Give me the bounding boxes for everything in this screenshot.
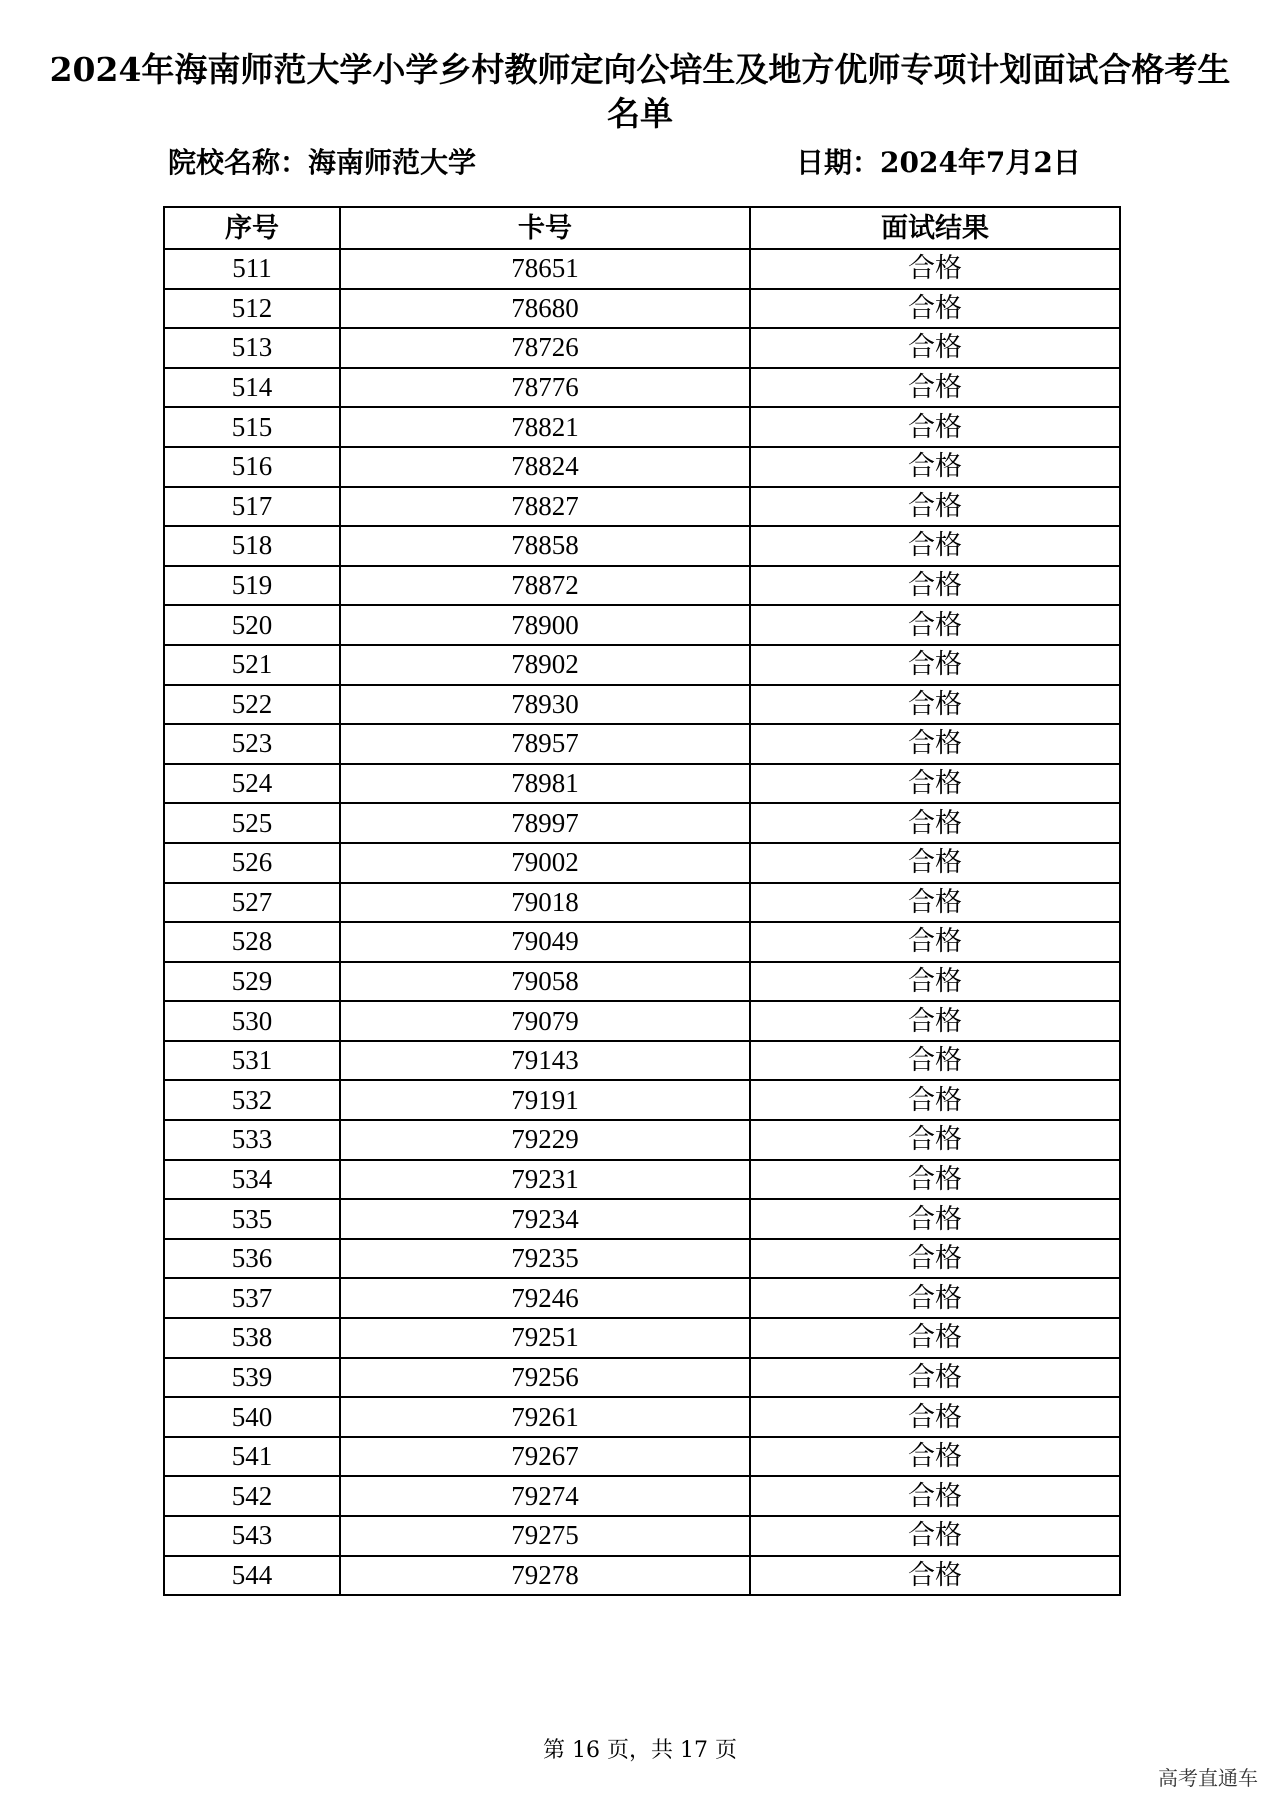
cell-serial: 524	[164, 764, 340, 804]
cell-serial: 531	[164, 1041, 340, 1081]
table-row	[164, 1160, 1120, 1200]
table-row	[164, 1041, 1120, 1081]
cell-result: 合格	[750, 1239, 1120, 1279]
watermark: 高考直通车	[1158, 1766, 1258, 1790]
table-row	[164, 368, 1120, 408]
cell-result: 合格	[750, 1437, 1120, 1477]
cell-result: 合格	[750, 1199, 1120, 1239]
table-row	[164, 249, 1120, 289]
cell-card-number: 79246	[340, 1278, 750, 1318]
cell-result: 合格	[750, 1160, 1120, 1200]
cell-serial: 537	[164, 1278, 340, 1318]
cell-card-number: 79143	[340, 1041, 750, 1081]
table-row	[164, 526, 1120, 566]
table-row	[164, 1239, 1120, 1279]
school-name: 院校名称：海南师范大学	[168, 146, 477, 179]
cell-serial: 542	[164, 1476, 340, 1516]
table-row	[164, 566, 1120, 606]
cell-serial: 512	[164, 289, 340, 329]
cell-card-number: 79275	[340, 1516, 750, 1556]
table-row	[164, 803, 1120, 843]
cell-result: 合格	[750, 289, 1120, 329]
cell-serial: 544	[164, 1556, 340, 1596]
cell-card-number: 79235	[340, 1239, 750, 1279]
cell-serial: 518	[164, 526, 340, 566]
cell-result: 合格	[750, 1001, 1120, 1041]
cell-card-number: 78824	[340, 447, 750, 487]
table-row	[164, 922, 1120, 962]
cell-card-number: 79231	[340, 1160, 750, 1200]
cell-serial: 541	[164, 1437, 340, 1477]
document-title: 2024年海南师范大学小学乡村教师定向公培生及地方优师专项计划面试合格考生名单	[49, 50, 1231, 133]
cell-result: 合格	[750, 1358, 1120, 1398]
cell-serial: 530	[164, 1001, 340, 1041]
cell-result: 合格	[750, 1556, 1120, 1596]
header-card-number: 卡号	[340, 207, 750, 249]
cell-result: 合格	[750, 1041, 1120, 1081]
table-row	[164, 1318, 1120, 1358]
cell-serial: 543	[164, 1516, 340, 1556]
cell-card-number: 79018	[340, 883, 750, 923]
table-row	[164, 1278, 1120, 1318]
cell-serial: 522	[164, 685, 340, 725]
cell-result: 合格	[750, 645, 1120, 685]
cell-serial: 540	[164, 1397, 340, 1437]
cell-serial: 523	[164, 724, 340, 764]
table-row	[164, 1001, 1120, 1041]
cell-result: 合格	[750, 1397, 1120, 1437]
cell-card-number: 79274	[340, 1476, 750, 1516]
table-row	[164, 962, 1120, 1002]
table-row	[164, 1516, 1120, 1556]
cell-result: 合格	[750, 526, 1120, 566]
cell-result: 合格	[750, 447, 1120, 487]
table-row	[164, 883, 1120, 923]
cell-card-number: 79256	[340, 1358, 750, 1398]
cell-serial: 529	[164, 962, 340, 1002]
cell-card-number: 78930	[340, 685, 750, 725]
cell-serial: 527	[164, 883, 340, 923]
cell-card-number: 78680	[340, 289, 750, 329]
cell-serial: 517	[164, 487, 340, 527]
cell-card-number: 78858	[340, 526, 750, 566]
table-row	[164, 1358, 1120, 1398]
cell-result: 合格	[750, 328, 1120, 368]
cell-serial: 513	[164, 328, 340, 368]
cell-serial: 528	[164, 922, 340, 962]
cell-result: 合格	[750, 487, 1120, 527]
cell-result: 合格	[750, 1516, 1120, 1556]
table-row	[164, 407, 1120, 447]
cell-card-number: 78900	[340, 605, 750, 645]
cell-card-number: 79058	[340, 962, 750, 1002]
cell-card-number: 79267	[340, 1437, 750, 1477]
table-row	[164, 447, 1120, 487]
cell-serial: 511	[164, 249, 340, 289]
cell-result: 合格	[750, 1278, 1120, 1318]
cell-result: 合格	[750, 764, 1120, 804]
cell-serial: 536	[164, 1239, 340, 1279]
cell-card-number: 79049	[340, 922, 750, 962]
cell-card-number: 78997	[340, 803, 750, 843]
document-date: 日期：2024年7月2日	[796, 146, 1081, 179]
table-row	[164, 685, 1120, 725]
cell-card-number: 78981	[340, 764, 750, 804]
table-row	[164, 328, 1120, 368]
cell-serial: 538	[164, 1318, 340, 1358]
results-table	[163, 206, 1121, 1596]
cell-result: 合格	[750, 803, 1120, 843]
cell-result: 合格	[750, 962, 1120, 1002]
table-row	[164, 1397, 1120, 1437]
cell-result: 合格	[750, 407, 1120, 447]
table-row	[164, 645, 1120, 685]
cell-result: 合格	[750, 1318, 1120, 1358]
cell-result: 合格	[750, 685, 1120, 725]
page-footer: 第 16 页，共 17 页	[543, 1738, 737, 1763]
cell-result: 合格	[750, 724, 1120, 764]
cell-card-number: 79251	[340, 1318, 750, 1358]
cell-serial: 525	[164, 803, 340, 843]
cell-result: 合格	[750, 922, 1120, 962]
cell-card-number: 78651	[340, 249, 750, 289]
cell-result: 合格	[750, 1080, 1120, 1120]
cell-card-number: 79278	[340, 1556, 750, 1596]
cell-serial: 534	[164, 1160, 340, 1200]
cell-card-number: 78872	[340, 566, 750, 606]
cell-card-number: 78726	[340, 328, 750, 368]
cell-serial: 519	[164, 566, 340, 606]
cell-serial: 514	[164, 368, 340, 408]
cell-result: 合格	[750, 1476, 1120, 1516]
table-row	[164, 1476, 1120, 1516]
table-row	[164, 289, 1120, 329]
table-body	[164, 249, 1120, 1595]
table-row	[164, 605, 1120, 645]
cell-serial: 526	[164, 843, 340, 883]
cell-result: 合格	[750, 368, 1120, 408]
header-interview-result: 面试结果	[750, 207, 1120, 249]
table-row	[164, 1120, 1120, 1160]
cell-serial: 521	[164, 645, 340, 685]
table-row	[164, 1437, 1120, 1477]
table-row	[164, 1556, 1120, 1596]
cell-card-number: 79234	[340, 1199, 750, 1239]
table-row	[164, 764, 1120, 804]
cell-card-number: 78776	[340, 368, 750, 408]
table-row	[164, 724, 1120, 764]
cell-card-number: 79002	[340, 843, 750, 883]
table-row	[164, 843, 1120, 883]
cell-card-number: 79191	[340, 1080, 750, 1120]
cell-result: 合格	[750, 883, 1120, 923]
cell-card-number: 78821	[340, 407, 750, 447]
table-row	[164, 1199, 1120, 1239]
cell-card-number: 78827	[340, 487, 750, 527]
header-serial: 序号	[164, 207, 340, 249]
cell-result: 合格	[750, 566, 1120, 606]
cell-card-number: 78957	[340, 724, 750, 764]
cell-card-number: 79261	[340, 1397, 750, 1437]
table-row	[164, 1080, 1120, 1120]
cell-serial: 535	[164, 1199, 340, 1239]
cell-serial: 532	[164, 1080, 340, 1120]
cell-card-number: 79229	[340, 1120, 750, 1160]
cell-result: 合格	[750, 843, 1120, 883]
cell-card-number: 79079	[340, 1001, 750, 1041]
cell-result: 合格	[750, 1120, 1120, 1160]
cell-serial: 533	[164, 1120, 340, 1160]
cell-serial: 539	[164, 1358, 340, 1398]
cell-serial: 516	[164, 447, 340, 487]
table-header-row	[164, 207, 1120, 249]
table-row	[164, 487, 1120, 527]
cell-serial: 515	[164, 407, 340, 447]
cell-result: 合格	[750, 605, 1120, 645]
cell-card-number: 78902	[340, 645, 750, 685]
cell-serial: 520	[164, 605, 340, 645]
cell-result: 合格	[750, 249, 1120, 289]
